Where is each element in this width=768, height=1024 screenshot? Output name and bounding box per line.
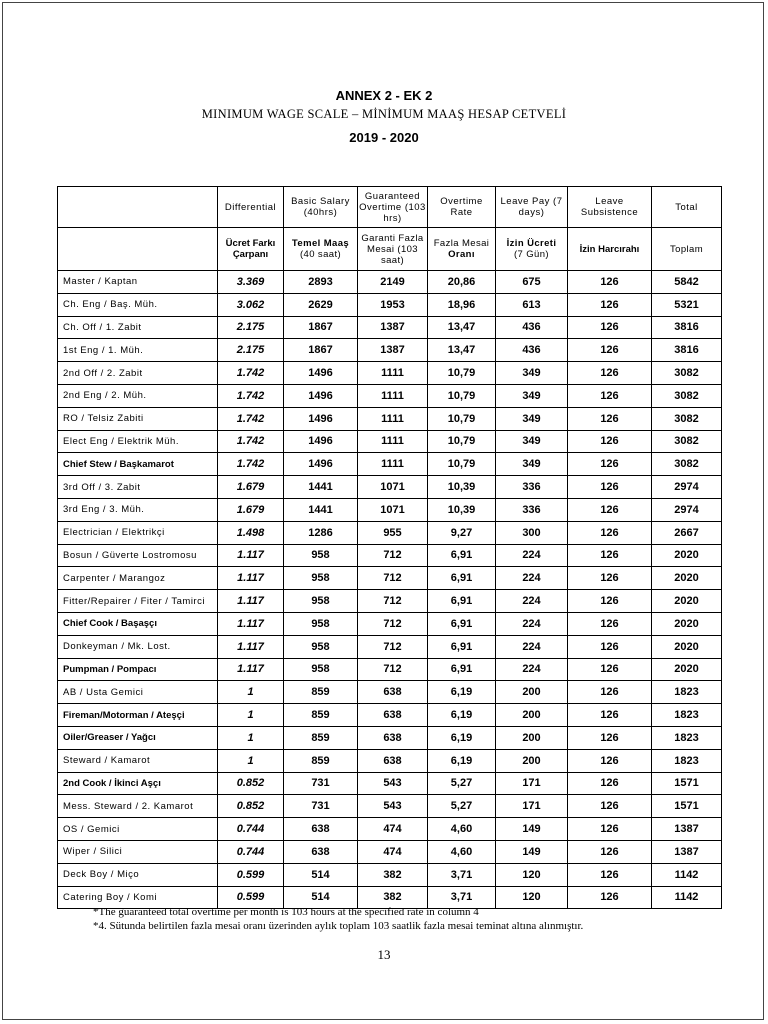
- cell-total: 1571: [652, 772, 722, 795]
- cell-basic-salary: 731: [284, 772, 358, 795]
- cell-guaranteed-overtime: 1387: [358, 339, 428, 362]
- cell-position: Mess. Steward / 2. Kamarot: [58, 795, 218, 818]
- cell-differential: 1.742: [218, 430, 284, 453]
- cell-overtime-rate: 3,71: [428, 863, 496, 886]
- cell-position: 2nd Off / 2. Zabit: [58, 362, 218, 385]
- cell-position: Chief Stew / Başkamarot: [58, 453, 218, 476]
- cell-differential: 0.744: [218, 840, 284, 863]
- cell-position: Bosun / Güverte Lostromosu: [58, 544, 218, 567]
- cell-differential: 1.117: [218, 635, 284, 658]
- cell-differential: 1.742: [218, 453, 284, 476]
- table-row: [58, 795, 722, 818]
- cell-guaranteed-overtime: 1111: [358, 407, 428, 430]
- table-row: [58, 339, 722, 362]
- cell-overtime-rate: 10,79: [428, 407, 496, 430]
- cell-differential: 1: [218, 681, 284, 704]
- header-basic-salary-tr-note: (40 saat): [299, 249, 342, 260]
- cell-total: 3082: [652, 362, 722, 385]
- cell-leave-subsistence: 126: [568, 886, 652, 909]
- cell-leave-subsistence: 126: [568, 271, 652, 294]
- table-row: [58, 476, 722, 499]
- cell-differential: 1.679: [218, 476, 284, 499]
- cell-basic-salary: 2629: [284, 293, 358, 316]
- wage-scale-table: [57, 186, 722, 909]
- cell-leave-pay: 336: [496, 498, 568, 521]
- cell-overtime-rate: 6,19: [428, 749, 496, 772]
- cell-leave-pay: 120: [496, 863, 568, 886]
- cell-overtime-rate: 6,19: [428, 681, 496, 704]
- cell-guaranteed-overtime: 1111: [358, 384, 428, 407]
- cell-position: 3rd Off / 3. Zabit: [58, 476, 218, 499]
- table-row: [58, 430, 722, 453]
- cell-guaranteed-overtime: 638: [358, 704, 428, 727]
- cell-guaranteed-overtime: 1953: [358, 293, 428, 316]
- cell-position: 1st Eng / 1. Müh.: [58, 339, 218, 362]
- cell-total: 3816: [652, 339, 722, 362]
- cell-leave-subsistence: 126: [568, 772, 652, 795]
- cell-position: RO / Telsiz Zabiti: [58, 407, 218, 430]
- header-leave-pay-en: Leave Pay (7 days): [496, 187, 568, 228]
- cell-basic-salary: 958: [284, 658, 358, 681]
- cell-total: 2974: [652, 498, 722, 521]
- cell-leave-pay: 224: [496, 567, 568, 590]
- cell-total: 2020: [652, 635, 722, 658]
- cell-differential: 2.175: [218, 316, 284, 339]
- cell-differential: 1.117: [218, 567, 284, 590]
- cell-leave-subsistence: 126: [568, 384, 652, 407]
- cell-position: Steward / Kamarot: [58, 749, 218, 772]
- cell-guaranteed-overtime: 2149: [358, 271, 428, 294]
- cell-leave-pay: 149: [496, 818, 568, 841]
- cell-basic-salary: 958: [284, 612, 358, 635]
- cell-total: 1823: [652, 704, 722, 727]
- cell-position: Deck Boy / Miço: [58, 863, 218, 886]
- cell-overtime-rate: 6,19: [428, 726, 496, 749]
- cell-guaranteed-overtime: 712: [358, 612, 428, 635]
- cell-leave-subsistence: 126: [568, 316, 652, 339]
- header-basic-salary-tr: [284, 228, 358, 271]
- cell-basic-salary: 514: [284, 863, 358, 886]
- cell-overtime-rate: 10,79: [428, 453, 496, 476]
- cell-basic-salary: 1496: [284, 430, 358, 453]
- cell-overtime-rate: 5,27: [428, 795, 496, 818]
- cell-leave-subsistence: 126: [568, 612, 652, 635]
- cell-guaranteed-overtime: 955: [358, 521, 428, 544]
- header-leave-subsistence-tr: İzin Harcırahı: [568, 228, 652, 271]
- cell-leave-subsistence: 126: [568, 476, 652, 499]
- cell-differential: 1.742: [218, 362, 284, 385]
- cell-overtime-rate: 10,39: [428, 498, 496, 521]
- table-row: [58, 453, 722, 476]
- footnote-english: *The guaranteed total overtime per month is 103 hours at the specified rate in column 4: [93, 906, 479, 918]
- cell-overtime-rate: 10,79: [428, 384, 496, 407]
- table-row: [58, 544, 722, 567]
- cell-differential: 3.062: [218, 293, 284, 316]
- cell-basic-salary: 638: [284, 818, 358, 841]
- cell-position: Fireman/Motorman / Ateşçi: [58, 704, 218, 727]
- cell-leave-pay: 224: [496, 544, 568, 567]
- cell-total: 1571: [652, 795, 722, 818]
- table-row: [58, 863, 722, 886]
- cell-guaranteed-overtime: 543: [358, 772, 428, 795]
- cell-guaranteed-overtime: 712: [358, 567, 428, 590]
- header-position-tr: [58, 228, 218, 271]
- annex-title: ANNEX 2 - EK 2: [335, 88, 433, 103]
- cell-differential: 0.852: [218, 795, 284, 818]
- cell-leave-subsistence: 126: [568, 840, 652, 863]
- cell-basic-salary: 859: [284, 681, 358, 704]
- cell-position: Elect Eng / Elektrik Müh.: [58, 430, 218, 453]
- cell-leave-pay: 200: [496, 726, 568, 749]
- cell-position: 2nd Eng / 2. Müh.: [58, 384, 218, 407]
- cell-guaranteed-overtime: 382: [358, 886, 428, 909]
- cell-leave-subsistence: 126: [568, 658, 652, 681]
- cell-guaranteed-overtime: 712: [358, 544, 428, 567]
- cell-basic-salary: 1867: [284, 316, 358, 339]
- cell-guaranteed-overtime: 1111: [358, 430, 428, 453]
- cell-leave-subsistence: 126: [568, 818, 652, 841]
- cell-basic-salary: 859: [284, 704, 358, 727]
- cell-leave-pay: 224: [496, 590, 568, 613]
- cell-total: 1823: [652, 726, 722, 749]
- header-basic-salary-en: Basic Salary (40hrs): [284, 187, 358, 228]
- cell-leave-subsistence: 126: [568, 498, 652, 521]
- cell-differential: 1: [218, 704, 284, 727]
- cell-total: 2974: [652, 476, 722, 499]
- table-row: [58, 362, 722, 385]
- cell-leave-pay: 349: [496, 362, 568, 385]
- cell-leave-subsistence: 126: [568, 590, 652, 613]
- cell-leave-subsistence: 126: [568, 635, 652, 658]
- table-row: [58, 681, 722, 704]
- cell-basic-salary: 1496: [284, 384, 358, 407]
- table-row: [58, 316, 722, 339]
- cell-differential: 2.175: [218, 339, 284, 362]
- cell-leave-pay: 200: [496, 704, 568, 727]
- header-overtime-rate-tr-title: Fazla Mesai: [433, 238, 490, 249]
- cell-position: Wiper / Silici: [58, 840, 218, 863]
- page-number: 13: [377, 947, 391, 962]
- cell-guaranteed-overtime: 382: [358, 863, 428, 886]
- cell-guaranteed-overtime: 1111: [358, 362, 428, 385]
- cell-basic-salary: 1441: [284, 476, 358, 499]
- cell-leave-subsistence: 126: [568, 567, 652, 590]
- cell-leave-pay: 349: [496, 407, 568, 430]
- cell-basic-salary: 514: [284, 886, 358, 909]
- cell-basic-salary: 1441: [284, 498, 358, 521]
- cell-position: Ch. Off / 1. Zabit: [58, 316, 218, 339]
- header-basic-salary-tr-title: Temel Maaş: [291, 238, 350, 249]
- cell-leave-pay: 349: [496, 453, 568, 476]
- table-row: [58, 567, 722, 590]
- cell-leave-pay: 613: [496, 293, 568, 316]
- table-row: [58, 384, 722, 407]
- table-row: [58, 407, 722, 430]
- cell-guaranteed-overtime: 474: [358, 840, 428, 863]
- cell-overtime-rate: 13,47: [428, 339, 496, 362]
- cell-position: Fitter/Repairer / Fiter / Tamirci: [58, 590, 218, 613]
- cell-guaranteed-overtime: 543: [358, 795, 428, 818]
- header-leave-pay-tr-title: İzin Ücreti: [506, 238, 557, 249]
- cell-position: Master / Kaptan: [58, 271, 218, 294]
- cell-overtime-rate: 6,91: [428, 612, 496, 635]
- cell-differential: 1: [218, 726, 284, 749]
- cell-guaranteed-overtime: 712: [358, 658, 428, 681]
- header-differential-en: Differential: [218, 187, 284, 228]
- cell-total: 5321: [652, 293, 722, 316]
- cell-leave-subsistence: 126: [568, 430, 652, 453]
- header-guaranteed-overtime-tr: Garanti Fazla Mesai (103 saat): [358, 228, 428, 271]
- cell-leave-pay: 349: [496, 430, 568, 453]
- cell-leave-pay: 675: [496, 271, 568, 294]
- cell-leave-pay: 224: [496, 658, 568, 681]
- header-total-en: Total: [652, 187, 722, 228]
- cell-differential: 1.742: [218, 384, 284, 407]
- header-overtime-rate-en: Overtime Rate: [428, 187, 496, 228]
- cell-basic-salary: 638: [284, 840, 358, 863]
- cell-total: 1823: [652, 681, 722, 704]
- cell-total: 2020: [652, 544, 722, 567]
- cell-guaranteed-overtime: 638: [358, 749, 428, 772]
- cell-position: Oiler/Greaser / Yağcı: [58, 726, 218, 749]
- cell-basic-salary: 1286: [284, 521, 358, 544]
- table-row: [58, 293, 722, 316]
- header-total-tr: Toplam: [652, 228, 722, 271]
- cell-differential: 3.369: [218, 271, 284, 294]
- cell-differential: 0.599: [218, 886, 284, 909]
- cell-total: 1387: [652, 818, 722, 841]
- cell-leave-pay: 224: [496, 635, 568, 658]
- cell-leave-pay: 120: [496, 886, 568, 909]
- cell-leave-subsistence: 126: [568, 681, 652, 704]
- cell-leave-pay: 436: [496, 339, 568, 362]
- cell-differential: 1.117: [218, 658, 284, 681]
- table-row: [58, 658, 722, 681]
- cell-total: 1142: [652, 886, 722, 909]
- cell-leave-subsistence: 126: [568, 544, 652, 567]
- cell-overtime-rate: 6,91: [428, 590, 496, 613]
- cell-overtime-rate: 5,27: [428, 772, 496, 795]
- cell-leave-pay: 171: [496, 772, 568, 795]
- cell-differential: 0.744: [218, 818, 284, 841]
- header-row-english: [58, 187, 722, 228]
- cell-guaranteed-overtime: 1071: [358, 476, 428, 499]
- cell-position: Electrician / Elektrikçi: [58, 521, 218, 544]
- cell-basic-salary: 2893: [284, 271, 358, 294]
- header-leave-pay-tr-note: (7 Gün): [513, 249, 549, 260]
- cell-total: 2667: [652, 521, 722, 544]
- cell-leave-subsistence: 126: [568, 704, 652, 727]
- cell-overtime-rate: 13,47: [428, 316, 496, 339]
- cell-differential: 1.117: [218, 590, 284, 613]
- cell-position: Catering Boy / Komi: [58, 886, 218, 909]
- cell-position: Donkeyman / Mk. Lost.: [58, 635, 218, 658]
- table-row: [58, 521, 722, 544]
- cell-overtime-rate: 6,91: [428, 635, 496, 658]
- cell-overtime-rate: 6,91: [428, 658, 496, 681]
- cell-leave-pay: 436: [496, 316, 568, 339]
- cell-leave-pay: 200: [496, 749, 568, 772]
- cell-position: 2nd Cook / İkinci Aşçı: [58, 772, 218, 795]
- header-leave-pay-tr: [496, 228, 568, 271]
- cell-total: 5842: [652, 271, 722, 294]
- table-row: [58, 590, 722, 613]
- cell-basic-salary: 958: [284, 590, 358, 613]
- cell-total: 2020: [652, 567, 722, 590]
- cell-guaranteed-overtime: 638: [358, 681, 428, 704]
- cell-leave-pay: 336: [496, 476, 568, 499]
- cell-basic-salary: 958: [284, 635, 358, 658]
- cell-guaranteed-overtime: 712: [358, 635, 428, 658]
- cell-guaranteed-overtime: 474: [358, 818, 428, 841]
- cell-total: 3082: [652, 430, 722, 453]
- cell-leave-pay: 300: [496, 521, 568, 544]
- cell-leave-subsistence: 126: [568, 453, 652, 476]
- cell-total: 1387: [652, 840, 722, 863]
- cell-leave-pay: 171: [496, 795, 568, 818]
- cell-leave-subsistence: 126: [568, 293, 652, 316]
- footnote-turkish: *4. Sütunda belirtilen fazla mesai oranı üzerinden aylık toplam 103 saatlik fazla mesai teminat altına alınmıştır.: [93, 920, 584, 932]
- cell-differential: 1: [218, 749, 284, 772]
- cell-total: 3816: [652, 316, 722, 339]
- cell-differential: 1.742: [218, 407, 284, 430]
- table-row: [58, 749, 722, 772]
- cell-basic-salary: 1496: [284, 453, 358, 476]
- table-row: [58, 772, 722, 795]
- cell-leave-subsistence: 126: [568, 795, 652, 818]
- cell-total: 3082: [652, 453, 722, 476]
- cell-basic-salary: 859: [284, 726, 358, 749]
- cell-guaranteed-overtime: 1071: [358, 498, 428, 521]
- cell-leave-subsistence: 126: [568, 749, 652, 772]
- cell-overtime-rate: 6,91: [428, 567, 496, 590]
- cell-differential: 1.679: [218, 498, 284, 521]
- header-overtime-rate-tr: [428, 228, 496, 271]
- cell-overtime-rate: 4,60: [428, 840, 496, 863]
- cell-basic-salary: 1496: [284, 407, 358, 430]
- header-guaranteed-overtime-en: Guaranteed Overtime (103 hrs): [358, 187, 428, 228]
- cell-basic-salary: 958: [284, 544, 358, 567]
- header-position-en: [58, 187, 218, 228]
- header-leave-subsistence-en: Leave Subsistence: [568, 187, 652, 228]
- table-row: [58, 726, 722, 749]
- cell-overtime-rate: 9,27: [428, 521, 496, 544]
- cell-differential: 1.117: [218, 544, 284, 567]
- header-row-turkish: [58, 228, 722, 271]
- cell-differential: 1.498: [218, 521, 284, 544]
- cell-position: Pumpman / Pompacı: [58, 658, 218, 681]
- cell-leave-subsistence: 126: [568, 726, 652, 749]
- cell-total: 2020: [652, 658, 722, 681]
- cell-basic-salary: 1867: [284, 339, 358, 362]
- cell-total: 1142: [652, 863, 722, 886]
- cell-leave-pay: 149: [496, 840, 568, 863]
- cell-position: Chief Cook / Başaşçı: [58, 612, 218, 635]
- header-overtime-rate-tr-bold: Oranı: [448, 249, 475, 260]
- cell-differential: 1.117: [218, 612, 284, 635]
- cell-basic-salary: 1496: [284, 362, 358, 385]
- cell-total: 3082: [652, 384, 722, 407]
- cell-total: 1823: [652, 749, 722, 772]
- table-row: [58, 271, 722, 294]
- cell-overtime-rate: 6,91: [428, 544, 496, 567]
- document-subtitle: MINIMUM WAGE SCALE – MİNİMUM MAAŞ HESAP CETVELİ: [201, 107, 567, 121]
- cell-guaranteed-overtime: 712: [358, 590, 428, 613]
- cell-total: 2020: [652, 590, 722, 613]
- table-row: [58, 612, 722, 635]
- table-row: [58, 840, 722, 863]
- cell-position: AB / Usta Gemici: [58, 681, 218, 704]
- cell-leave-subsistence: 126: [568, 362, 652, 385]
- cell-basic-salary: 731: [284, 795, 358, 818]
- cell-leave-subsistence: 126: [568, 407, 652, 430]
- cell-leave-subsistence: 126: [568, 339, 652, 362]
- cell-overtime-rate: 10,39: [428, 476, 496, 499]
- cell-overtime-rate: 3,71: [428, 886, 496, 909]
- table-row: [58, 704, 722, 727]
- cell-total: 2020: [652, 612, 722, 635]
- table-row: [58, 818, 722, 841]
- table-row: [58, 635, 722, 658]
- cell-overtime-rate: 10,79: [428, 430, 496, 453]
- cell-leave-pay: 349: [496, 384, 568, 407]
- cell-total: 3082: [652, 407, 722, 430]
- cell-differential: 0.852: [218, 772, 284, 795]
- cell-position: 3rd Eng / 3. Müh.: [58, 498, 218, 521]
- cell-differential: 0.599: [218, 863, 284, 886]
- cell-basic-salary: 859: [284, 749, 358, 772]
- cell-position: OS / Gemici: [58, 818, 218, 841]
- year-range: 2019 - 2020: [349, 130, 419, 145]
- cell-overtime-rate: 20,86: [428, 271, 496, 294]
- cell-guaranteed-overtime: 638: [358, 726, 428, 749]
- cell-overtime-rate: 18,96: [428, 293, 496, 316]
- cell-overtime-rate: 10,79: [428, 362, 496, 385]
- cell-leave-subsistence: 126: [568, 521, 652, 544]
- cell-leave-pay: 200: [496, 681, 568, 704]
- cell-guaranteed-overtime: 1111: [358, 453, 428, 476]
- table-row: [58, 498, 722, 521]
- cell-leave-pay: 224: [496, 612, 568, 635]
- cell-overtime-rate: 4,60: [428, 818, 496, 841]
- header-differential-tr: Ücret Farkı Çarpanı: [218, 228, 284, 271]
- cell-position: Ch. Eng / Baş. Müh.: [58, 293, 218, 316]
- cell-overtime-rate: 6,19: [428, 704, 496, 727]
- cell-guaranteed-overtime: 1387: [358, 316, 428, 339]
- cell-basic-salary: 958: [284, 567, 358, 590]
- cell-position: Carpenter / Marangoz: [58, 567, 218, 590]
- cell-leave-subsistence: 126: [568, 863, 652, 886]
